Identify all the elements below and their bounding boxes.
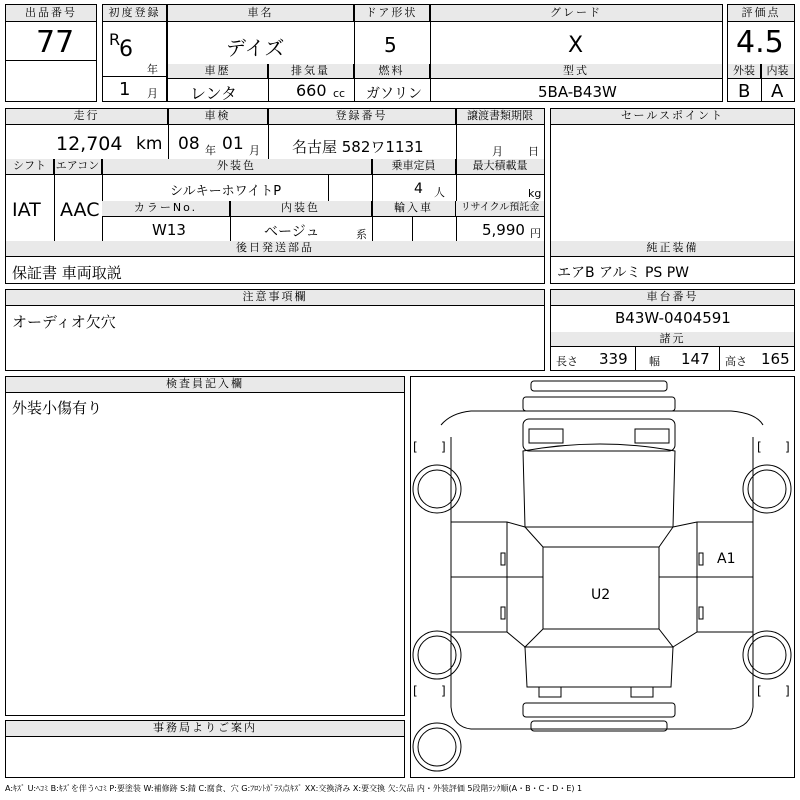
first-reg-label: 初度登録 xyxy=(103,5,166,22)
door-value: 5 xyxy=(384,33,397,57)
later-value: 保証書 車両取説 xyxy=(12,264,122,282)
notes-label: 注意事項欄 xyxy=(6,290,544,306)
ext-color-value: シルキーホワイトP xyxy=(170,184,282,199)
recycle-label: リサイクル預託金 xyxy=(456,201,544,217)
score-value: 4.5 xyxy=(736,25,784,60)
damage-mark-u2: U2 xyxy=(591,587,611,603)
fuel-value: ガソリン xyxy=(366,86,422,102)
header-block xyxy=(5,4,795,102)
displacement-value: 660 xyxy=(296,81,327,100)
office-label: 事務局よりご案内 xyxy=(6,721,404,737)
detail-block xyxy=(5,108,545,284)
capacity-unit: 人 xyxy=(434,186,445,199)
shift-label: シフト xyxy=(6,159,54,175)
door-label: ドア形状 xyxy=(354,5,430,22)
month-unit: 月 xyxy=(147,87,158,100)
interior-value: A xyxy=(771,81,784,102)
interior-label: 内装 xyxy=(761,64,794,79)
equip-value: エアB アルミ PS PW xyxy=(557,265,690,281)
mileage-value: 12,704 xyxy=(56,133,123,155)
sales-point-block xyxy=(550,108,795,284)
score-cell xyxy=(727,4,795,102)
recycle-unit: 円 xyxy=(530,227,541,240)
svg-text:]: ] xyxy=(785,684,790,698)
car-name-label: 車名 xyxy=(168,5,354,22)
history-value: レンタ xyxy=(190,84,237,103)
width-label: 幅 xyxy=(649,355,660,368)
inspection-month-unit: 月 xyxy=(249,144,260,157)
displacement-unit: cc xyxy=(333,87,346,100)
inspection-year: 08 xyxy=(178,134,200,154)
shift-value: IAT xyxy=(12,199,41,221)
color-no-value: W13 xyxy=(152,221,186,239)
notes-value: オーディオ欠穴 xyxy=(12,313,116,331)
auction-no-label: 出品番号 xyxy=(6,5,96,22)
recycle-value: 5,990 xyxy=(482,221,525,239)
car-diagram xyxy=(410,376,795,778)
chassis-value: B43W-0404591 xyxy=(615,309,731,327)
ext-color-label: 外装色 xyxy=(102,159,372,175)
inspector-value: 外装小傷有り xyxy=(12,399,103,417)
inspection-label: 車検 xyxy=(168,109,268,125)
color-no-label: カラーNo. xyxy=(102,201,230,217)
svg-text:]: ] xyxy=(441,440,446,454)
transfer-month-unit: 月 xyxy=(492,145,503,158)
displacement-label: 排気量 xyxy=(268,64,354,79)
car-diagram-svg xyxy=(411,377,794,777)
notes-block xyxy=(5,289,545,371)
width-value: 147 xyxy=(681,350,710,368)
svg-text:]: ] xyxy=(441,684,446,698)
vehicle-info-cell xyxy=(167,4,723,102)
import-label: 輸入車 xyxy=(372,201,456,217)
load-unit: kg xyxy=(528,187,542,200)
svg-text:]: ] xyxy=(785,440,790,454)
chassis-block xyxy=(550,289,795,371)
svg-text:[: [ xyxy=(757,684,762,698)
grade-label: グレード xyxy=(430,5,722,22)
exterior-value: B xyxy=(738,81,751,102)
inspector-label: 検査員記入欄 xyxy=(6,377,404,393)
length-label: 長さ xyxy=(556,355,578,368)
legend: A:ｷｽﾞ U:ﾍｺﾐ B:ｷｽﾞを伴うﾍｺﾐ P:要塗装 W:補修跡 S:錆 C:腐食、穴 G:ﾌﾛﾝﾄｶﾞﾗｽ点ｷｽﾞ XX:交換済み X:要交換 欠:欠品 内・外装評価 5段階ﾗﾝｸ順(A・B・C・D・E) 1 xyxy=(5,784,583,793)
mileage-unit: km xyxy=(136,134,163,154)
int-color-label: 内装色 xyxy=(230,201,372,217)
ac-value: AAC xyxy=(60,199,100,221)
svg-text:[: [ xyxy=(413,684,418,698)
length-value: 339 xyxy=(599,350,628,368)
grade-value: X xyxy=(568,33,584,58)
inspection-year-unit: 年 xyxy=(205,144,216,157)
history-label: 車歴 xyxy=(168,64,268,79)
month-value: 1 xyxy=(119,79,131,100)
score-label: 評価点 xyxy=(728,5,794,22)
int-color-value: ベージュ xyxy=(264,224,320,240)
sales-point-label: セールスポイント xyxy=(551,109,794,125)
height-value: 165 xyxy=(761,350,790,368)
transfer-day-unit: 日 xyxy=(528,145,539,158)
capacity-value: 4 xyxy=(414,181,423,197)
auction-no-cell xyxy=(5,4,97,102)
spec-label: 諸元 xyxy=(551,332,794,347)
mileage-label: 走行 xyxy=(6,109,168,125)
first-reg-cell xyxy=(102,4,167,102)
model-value: 5BA-B43W xyxy=(538,83,617,101)
plate-value: 名古屋 582ワ1131 xyxy=(292,138,424,156)
inspection-month: 01 xyxy=(222,134,244,154)
transfer-label: 譲渡書類期限 xyxy=(456,109,544,125)
exterior-label: 外装 xyxy=(728,64,761,79)
auction-no: 77 xyxy=(36,25,75,60)
year-unit: 年 xyxy=(147,63,158,76)
model-label: 型式 xyxy=(430,64,722,79)
load-label: 最大積載量 xyxy=(456,159,544,175)
inspector-block xyxy=(5,376,405,716)
era-prefix: R xyxy=(109,30,121,49)
svg-text:[: [ xyxy=(413,440,418,454)
car-name: デイズ xyxy=(226,36,285,60)
int-color-unit: 系 xyxy=(356,228,367,241)
later-label: 後日発送部品 xyxy=(6,241,544,257)
svg-text:[: [ xyxy=(757,440,762,454)
year-value: 6 xyxy=(119,37,133,62)
plate-label: 登録番号 xyxy=(268,109,456,125)
office-block xyxy=(5,720,405,778)
ac-label: エアコン xyxy=(54,159,102,175)
chassis-label: 車台番号 xyxy=(551,290,794,306)
fuel-label: 燃料 xyxy=(354,64,430,79)
height-label: 高さ xyxy=(725,355,747,368)
damage-mark-a1: A1 xyxy=(717,551,736,567)
equip-label: 純正装備 xyxy=(551,241,794,257)
capacity-label: 乗車定員 xyxy=(372,159,456,175)
